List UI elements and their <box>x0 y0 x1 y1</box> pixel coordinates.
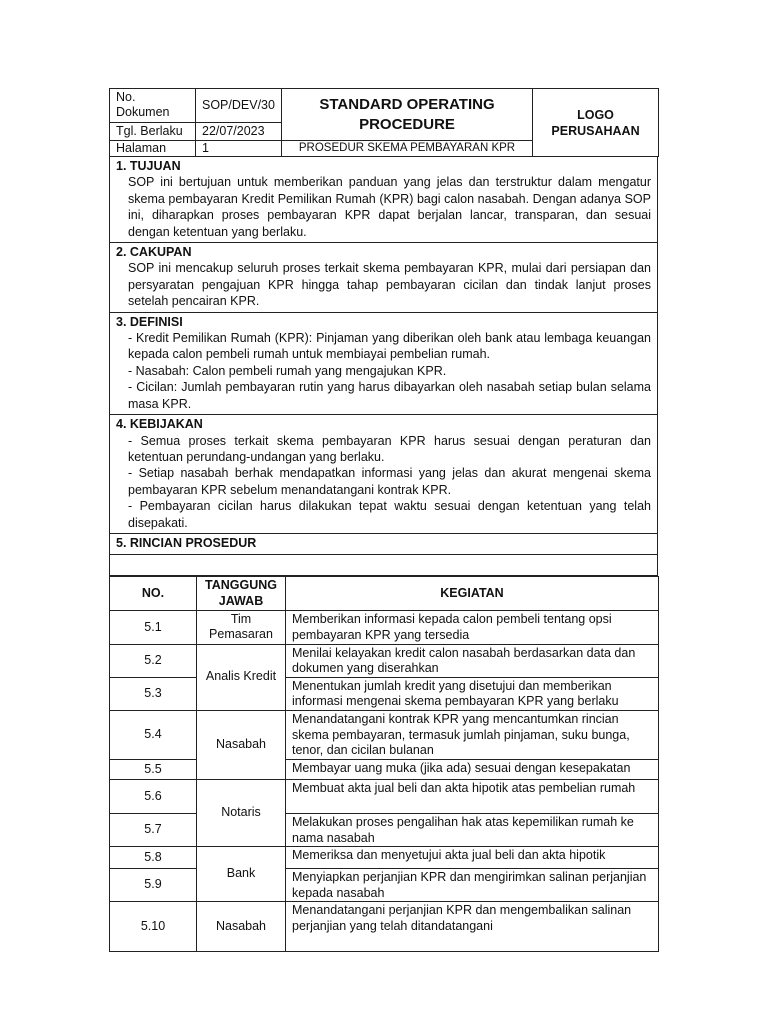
activity-cell: Melakukan proses pengalihan hak atas kepemilikan rumah ke nama nasabah <box>286 813 659 846</box>
responsible-line-2: Pemasaran <box>209 627 273 642</box>
responsible-cell: Analis Kredit <box>197 644 286 710</box>
table-row <box>110 759 659 779</box>
responsible-cell: Notaris <box>197 779 286 846</box>
activity-cell: Memeriksa dan menyetujui akta jual beli dan akta hipotik <box>286 847 659 869</box>
responsible-cell: Nasabah <box>197 710 286 779</box>
title-line-2: PROCEDURE <box>359 115 455 133</box>
section-heading: 1. TUJUAN <box>116 159 181 173</box>
activity-cell: Menandatangani kontrak KPR yang mencantumkan rincian skema pembayaran, termasuk jumlah pinjaman, suku bunga, tenor, dan cicilan bulanan <box>286 710 659 759</box>
page-label: Halaman <box>110 141 196 157</box>
section-tujuan <box>109 157 658 243</box>
row-number: 5.1 <box>110 611 197 644</box>
title-line-1: STANDARD OPERATING <box>319 95 495 113</box>
activity-cell: Menentukan jumlah kredit yang disetujui dan memberikan informasi mengenai skema pembayaran KPR yang berlaku <box>286 677 659 710</box>
table-row <box>110 611 659 644</box>
header-line-1: TANGGUNG <box>205 578 277 593</box>
definition-item: - Nasabah: Calon pembeli rumah yang mengajukan KPR. <box>128 363 447 378</box>
table-row <box>110 813 659 846</box>
activity-cell: Menilai kelayakan kredit calon nasabah berdasarkan data dan dokumen yang diserahkan <box>286 644 659 677</box>
table-row <box>110 869 659 902</box>
procedure-table <box>109 576 659 952</box>
table-row <box>110 677 659 710</box>
activity-cell: Menandatangani perjanjian KPR dan mengembalikan salinan perjanjian yang telah ditandatangani <box>286 902 659 952</box>
company-logo-placeholder <box>533 89 659 157</box>
activity-cell: Memberikan informasi kepada calon pembeli tentang opsi pembayaran KPR yang tersedia <box>286 611 659 644</box>
policy-item: - Setiap nasabah berhak mendapatkan informasi yang jelas dan akurat mengenai skema pembayaran KPR sebelum menandatangani kontrak KPR. <box>128 466 651 497</box>
date-value: 22/07/2023 <box>196 123 282 141</box>
row-number: 5.8 <box>110 847 197 869</box>
policy-item: - Pembayaran cicilan harus dilakukan tepat waktu sesuai dengan ketentuan yang telah disepakati. <box>128 499 651 530</box>
sop-document <box>109 88 658 952</box>
row-number: 5.7 <box>110 813 197 846</box>
section-definisi <box>109 313 658 415</box>
header-line-2: JAWAB <box>218 593 264 608</box>
table-row <box>110 710 659 759</box>
column-header-responsible <box>197 577 286 611</box>
column-header-no: NO. <box>110 577 197 611</box>
doc-no-value: SOP/DEV/30 <box>196 89 282 123</box>
header-table <box>109 88 659 157</box>
section-heading: 4. KEBIJAKAN <box>116 417 203 432</box>
row-number: 5.9 <box>110 869 197 902</box>
section-rincian <box>109 534 658 555</box>
section-heading: 2. CAKUPAN <box>116 245 192 260</box>
document-subtitle: PROSEDUR SKEMA PEMBAYARAN KPR <box>282 141 533 157</box>
responsible-cell: Nasabah <box>197 902 286 952</box>
row-number: 5.2 <box>110 644 197 677</box>
date-label: Tgl. Berlaku <box>110 123 196 141</box>
doc-no-label: No. Dokumen <box>110 89 196 123</box>
row-number: 5.5 <box>110 759 197 779</box>
policy-item: - Semua proses terkait skema pembayaran KPR harus sesuai dengan peraturan dan ketentuan perundang-undangan yang berlaku. <box>128 433 651 464</box>
table-row <box>110 644 659 677</box>
row-number: 5.3 <box>110 677 197 710</box>
activity-cell: Membayar uang muka (jika ada) sesuai dengan kesepakatan <box>286 759 659 779</box>
table-row <box>110 779 659 813</box>
blank-row <box>109 555 658 576</box>
page-value: 1 <box>196 141 282 157</box>
page-title <box>282 89 533 141</box>
section-text: SOP ini mencakup seluruh proses terkait skema pembayaran KPR, mulai dari persiapan dan persyaratan pengajuan KPR hingga tahap pembayaran cicilan dan tindak lanjut proses setelah pencairan KPR. <box>128 261 651 309</box>
definition-item: - Kredit Pemilikan Rumah (KPR): Pinjaman yang diberikan oleh bank atau lembaga keuangan kepada calon pembeli rumah untuk membiayai pembelian rumah. <box>128 331 651 362</box>
column-header-activity: KEGIATAN <box>286 577 659 611</box>
row-number: 5.6 <box>110 779 197 813</box>
table-row <box>110 902 659 952</box>
activity-cell: Menyiapkan perjanjian KPR dan mengirimkan salinan perjanjian kepada nasabah <box>286 869 659 902</box>
activity-cell: Membuat akta jual beli dan akta hipotik atas pembelian rumah <box>286 779 659 813</box>
section-cakupan <box>109 243 658 313</box>
section-kebijakan <box>109 415 658 534</box>
section-text: SOP ini bertujuan untuk memberikan panduan yang jelas dan terstruktur dalam mengatur skema pembayaran Kredit Pemilikan Rumah (KPR) bagi calon nasabah. Dengan adanya SOP ini, diharapkan proses pembayaran KPR dapat berjalan lancar, transparan, dan sesuai dengan ketentuan yang berlaku. <box>128 175 651 239</box>
row-number: 5.4 <box>110 710 197 759</box>
section-heading: 3. DEFINISI <box>116 314 183 329</box>
responsible-line-1: Tim <box>230 611 252 626</box>
logo-line-1: LOGO <box>577 107 614 122</box>
table-row <box>110 847 659 869</box>
row-number: 5.10 <box>110 902 197 952</box>
section-heading: 5. RINCIAN PROSEDUR <box>116 535 257 550</box>
responsible-cell: Bank <box>197 847 286 902</box>
logo-line-2: PERUSAHAAN <box>551 123 640 138</box>
responsible-cell <box>197 611 286 644</box>
procedure-header-row <box>110 577 659 611</box>
definition-item: - Cicilan: Jumlah pembayaran rutin yang harus dibayarkan oleh nasabah setiap bulan selama masa KPR. <box>128 380 651 411</box>
